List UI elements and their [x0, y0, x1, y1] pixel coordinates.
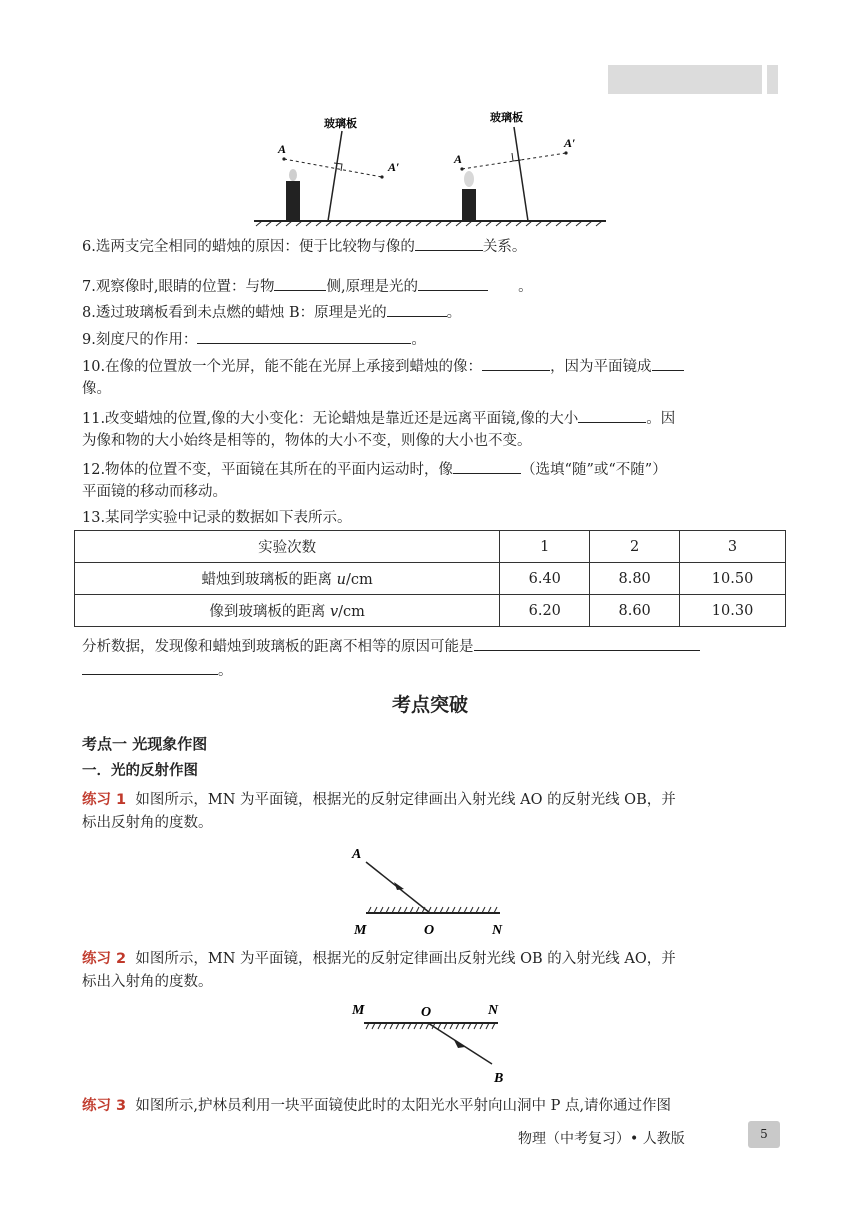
table-row	[75, 595, 786, 627]
table-header-cell: 实验次数	[75, 531, 500, 563]
q11-answer-blank[interactable]	[578, 408, 646, 423]
exercise-3-label: 练习 3	[82, 1098, 127, 1114]
question-11: 11.改变蜡烛的位置,像的大小变化：无论蜡烛是靠近还是远离平面镜,像的大小 。因	[82, 408, 782, 430]
exercise-2: 练习 2 如图所示，MN 为平面镜，根据光的反射定律画出反射光线 OB 的入射光线 AO，并	[82, 951, 676, 967]
reflection-figure-2	[348, 998, 528, 1088]
topic-heading: 考点一 光现象作图	[82, 735, 208, 753]
label-o: O	[421, 1005, 432, 1020]
label-a-prime-left: A′	[388, 160, 400, 174]
label-m: M	[354, 923, 367, 938]
question-11-line2: 为像和物的大小始终是相等的，物体的大小不变，则像的大小也不变。	[82, 433, 532, 449]
label-b: B	[494, 1071, 504, 1086]
glass-plate-left	[328, 131, 342, 221]
question-10: 10.在像的位置放一个光屏，能不能在光屏上承接到蜡烛的像： ，因为平面镜成	[82, 356, 782, 378]
table-cell: 10.50	[680, 563, 786, 595]
label-a-prime-right: A′	[564, 136, 576, 150]
q7-side-blank[interactable]	[274, 276, 326, 291]
table-cell: 10.30	[680, 595, 786, 627]
table-cell: 6.20	[500, 595, 590, 627]
label-a-left: A	[278, 142, 287, 156]
candle-right	[462, 189, 476, 221]
ray-arrow-icon	[394, 882, 404, 890]
header-bar	[608, 65, 762, 94]
analysis-question: 分析数据，发现像和蜡烛到玻璃板的距离不相等的原因可能是	[82, 636, 782, 658]
footer-book-title: 物理（中考复习）• 人教版	[518, 1131, 685, 1147]
question-8: 8.透过玻璃板看到未点燃的蜡烛 B：原理是光的 。	[82, 302, 782, 324]
reflected-ray-ob	[428, 1023, 492, 1064]
ray-arrow-icon	[454, 1040, 465, 1048]
q9-answer-blank[interactable]	[197, 329, 411, 344]
question-6: 6.选两支完全相同的蜡烛的原因：便于比较物与像的 关系。	[82, 236, 782, 258]
reflection-figure-1	[348, 838, 528, 938]
candle-mirror-figure	[250, 105, 610, 227]
question-9: 9.刻度尺的作用： 。	[82, 329, 782, 351]
q10-image-type-blank[interactable]	[652, 356, 684, 371]
analysis-blank-1[interactable]	[474, 636, 700, 651]
q12-answer-blank[interactable]	[453, 459, 521, 474]
table-cell: 6.40	[500, 563, 590, 595]
subtopic-heading: 一．光的反射作图	[82, 763, 198, 779]
question-13: 13.某同学实验中记录的数据如下表所示。	[82, 510, 352, 526]
label-o: O	[424, 923, 435, 938]
q8-answer-blank[interactable]	[387, 302, 447, 317]
label-m: M	[352, 1003, 365, 1018]
table-header-row	[75, 531, 786, 563]
label-n: N	[488, 1003, 499, 1018]
table-header-cell: 3	[680, 531, 786, 563]
table-header-cell: 2	[590, 531, 680, 563]
table-cell: 8.80	[590, 563, 680, 595]
exercise-3: 练习 3 如图所示,护林员利用一块平面镜使此时的太阳光水平射向山洞中 P 点,请你通过作图	[82, 1098, 672, 1114]
exercise-2-line2: 标出入射角的度数。	[82, 974, 213, 990]
glass-label-right: 玻璃板	[490, 112, 523, 124]
page-number: 5	[748, 1121, 780, 1148]
table-cell: 8.60	[590, 595, 680, 627]
analysis-blank-2[interactable]	[82, 660, 218, 675]
analysis-question-line2: 。	[82, 660, 782, 682]
glass-plate-right	[514, 127, 528, 221]
exercise-1-line2: 标出反射角的度数。	[82, 815, 213, 831]
question-10-line2: 像。	[82, 381, 111, 397]
exercise-1-label: 练习 1	[82, 792, 127, 808]
glass-label-left: 玻璃板	[324, 118, 357, 130]
table-row-label: 像到玻璃板的距离 v/cm	[75, 595, 500, 627]
data-table	[74, 530, 786, 627]
question-7: 7.观察像时,眼睛的位置：与物 侧,原理是光的 。	[82, 276, 782, 298]
header-tab	[767, 65, 778, 94]
table-row	[75, 563, 786, 595]
table-header-cell: 1	[500, 531, 590, 563]
exercise-2-label: 练习 2	[82, 951, 127, 967]
label-a-right: A	[454, 152, 463, 166]
table-row-label: 蜡烛到玻璃板的距离 u/cm	[75, 563, 500, 595]
label-n: N	[492, 923, 503, 938]
exercise-1: 练习 1 如图所示，MN 为平面镜，根据光的反射定律画出入射光线 AO 的反射光线 OB，并	[82, 792, 676, 808]
q7-principle-blank[interactable]	[418, 276, 488, 291]
question-12: 12.物体的位置不变，平面镜在其所在的平面内运动时，像 （选填“随”或“不随”）	[82, 459, 782, 481]
section-title: 考点突破	[391, 694, 468, 716]
q6-answer-blank[interactable]	[415, 236, 483, 251]
label-a: A	[352, 847, 362, 862]
q10-can-blank[interactable]	[482, 356, 550, 371]
question-12-line2: 平面镜的移动而移动。	[82, 484, 227, 500]
candle-left	[286, 181, 300, 221]
